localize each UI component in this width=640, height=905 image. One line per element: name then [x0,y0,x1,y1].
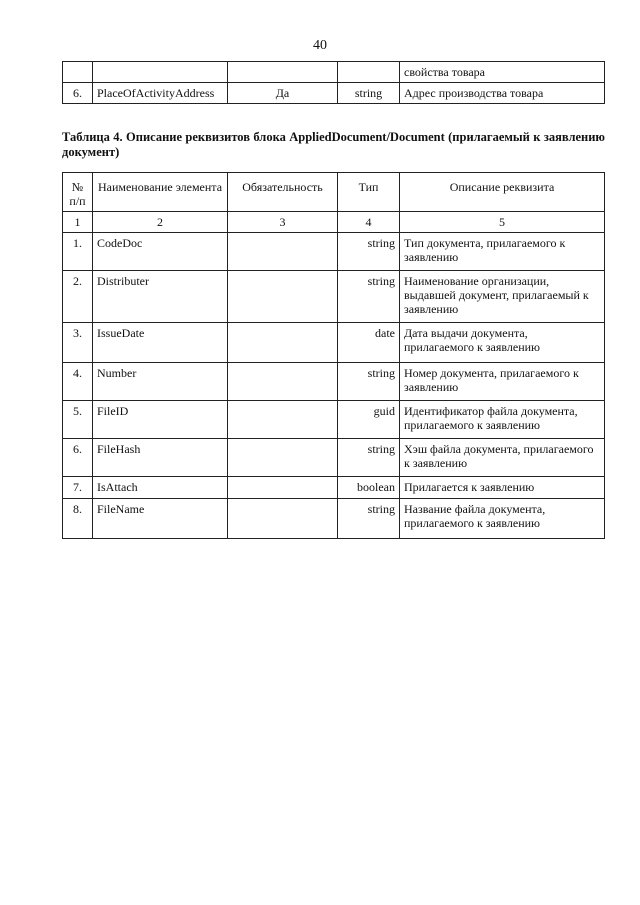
element-name: Distributer [93,271,228,323]
required [228,62,338,83]
row-number: 3. [63,323,93,363]
description: Идентификатор файла документа, прилагаемого к заявлению [400,401,605,439]
column-number: 5 [400,212,605,233]
type: guid [338,401,400,439]
table-row [63,439,605,477]
column-number: 3 [228,212,338,233]
type: string [338,363,400,401]
description: Адрес производства товара [400,83,605,104]
required [228,323,338,363]
type: string [338,439,400,477]
row-number: 8. [63,499,93,539]
required [228,363,338,401]
header-row [63,173,605,212]
table-row [63,323,605,363]
header-element-name: Наименование элемента [93,173,228,212]
type [338,62,400,83]
element-name: FileHash [93,439,228,477]
table-row [63,271,605,323]
element-name: IsAttach [93,477,228,499]
table-row [63,477,605,499]
element-name: CodeDoc [93,233,228,271]
required: Да [228,83,338,104]
row-number: 2. [63,271,93,323]
table-row [63,62,605,83]
row-number: 7. [63,477,93,499]
element-name: IssueDate [93,323,228,363]
required [228,401,338,439]
type: string [338,271,400,323]
description: Название файла документа, прилагаемого к заявлению [400,499,605,539]
header-required: Обязательность [228,173,338,212]
description: Тип документа, прилагаемого к заявлению [400,233,605,271]
type: string [338,499,400,539]
description: Прилагается к заявлению [400,477,605,499]
description: Номер документа, прилагаемого к заявлению [400,363,605,401]
type: string [338,83,400,104]
requisites-table [62,172,605,539]
table-caption: Таблица 4. Описание реквизитов блока AppliedDocument/Document (прилагаемый к заявлению документ) [62,130,605,159]
page-number: 40 [313,38,327,53]
description: Хэш файла документа, прилагаемого к заявлению [400,439,605,477]
description: Дата выдачи документа, прилагаемого к заявлению [400,323,605,363]
table-row [63,83,605,104]
description: свойства товара [400,62,605,83]
row-number: 5. [63,401,93,439]
table-row [63,363,605,401]
table-row [63,233,605,271]
header-type: Тип [338,173,400,212]
element-name: FileID [93,401,228,439]
column-number: 1 [63,212,93,233]
column-number: 4 [338,212,400,233]
element-name: Number [93,363,228,401]
element-name: PlaceOfActivityAddress [93,83,228,104]
required [228,477,338,499]
table-row [63,499,605,539]
row-number: 6. [63,83,93,104]
table-row [63,401,605,439]
required [228,271,338,323]
element-name [93,62,228,83]
header-description: Описание реквизита [400,173,605,212]
column-numbers-row [63,212,605,233]
row-number [63,62,93,83]
row-number: 1. [63,233,93,271]
row-number: 6. [63,439,93,477]
required [228,439,338,477]
header-number: № п/п [63,173,93,212]
column-number: 2 [93,212,228,233]
type: string [338,233,400,271]
type: date [338,323,400,363]
element-name: FileName [93,499,228,539]
description: Наименование организации, выдавшей документ, прилагаемый к заявлению [400,271,605,323]
required [228,499,338,539]
row-number: 4. [63,363,93,401]
continued-table [62,61,605,104]
type: boolean [338,477,400,499]
required [228,233,338,271]
